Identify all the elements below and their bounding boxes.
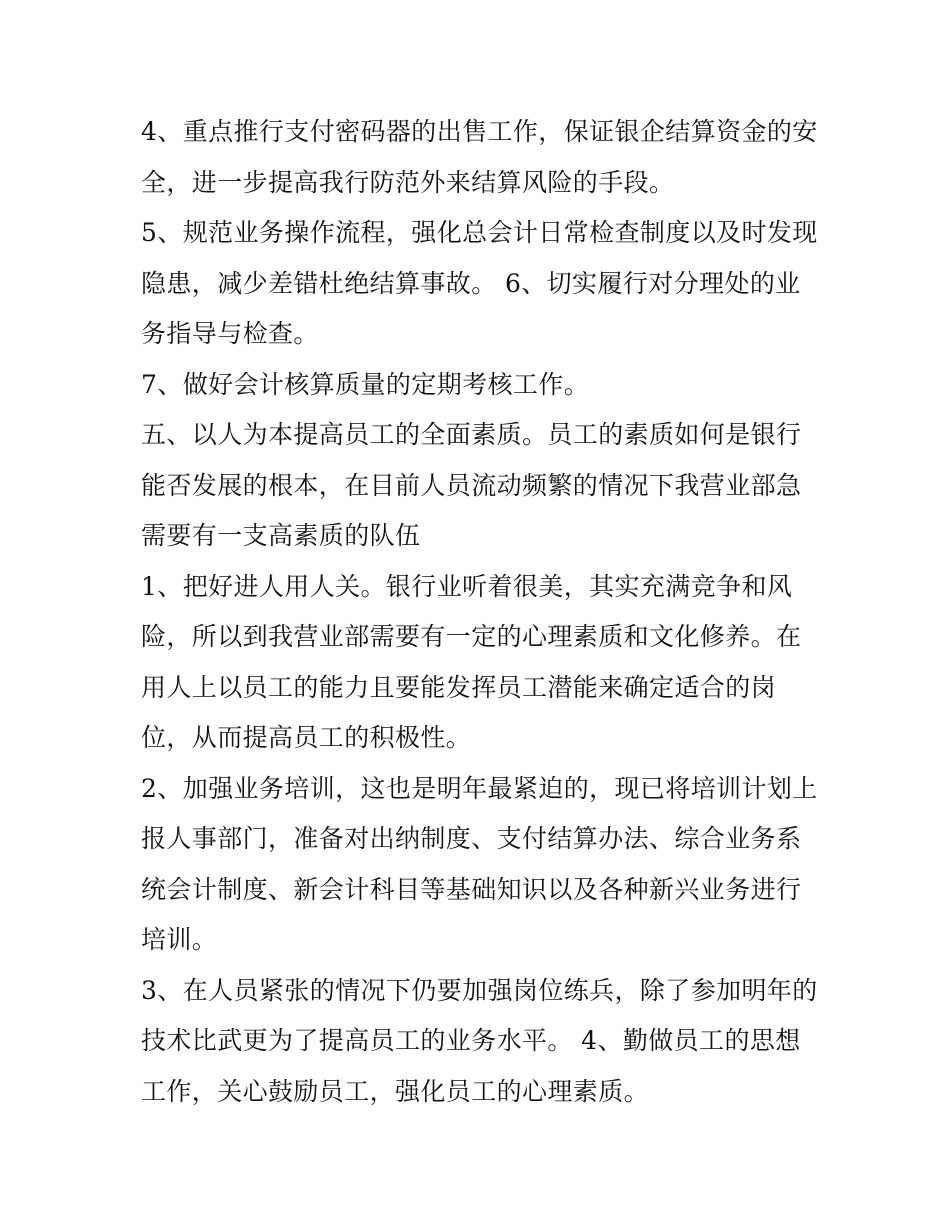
paragraph-item-1-hiring: 1、把好进人用人关。银行业听着很美，其实充满竞争和风险，所以到我营业部需要有一定的心理素质和文化修养。在用人上以员工的能力且要能发挥员工潜能来确定适合的岗位，从而提高员工的积极性。 (141, 571, 802, 752)
paragraph-item-2-training: 2、加强业务培训，这也是明年最紧迫的，现已将培训计划上报人事部门，准备对出纳制度、支付结算办法、综合业务系统会计制度、新会计科目等基础知识以及各种新兴业务进行培训。 (141, 773, 818, 954)
document-body (141, 107, 821, 1117)
paragraph-item-4-payment-device: 4、重点推行支付密码器的出售工作，保证银企结算资金的安全，进一步提高我行防范外来结算风险的手段。 (141, 117, 818, 197)
paragraph-item-3-4-practice: 3、在人员紧张的情况下仍要加强岗位练兵，除了参加明年的技术比武更为了提高员工的业务水平。 4、勤做员工的思想工作，关心鼓励员工，强化员工的心理素质。 (141, 975, 818, 1106)
paragraph-item-5-6-operations: 5、规范业务操作流程，强化总会计日常检查制度以及时发现隐患，减少差错杜绝结算事故。 6、切实履行对分理处的业务指导与检查。 (141, 218, 818, 348)
paragraph-section-five: 五、以人为本提高员工的全面素质。员工的素质如何是银行能否发展的根本，在目前人员流动频繁的情况下我营业部急需要有一支高素质的队伍 (141, 420, 802, 550)
paragraph-item-7-assessment: 7、做好会计核算质量的定期考核工作。 (141, 369, 590, 399)
